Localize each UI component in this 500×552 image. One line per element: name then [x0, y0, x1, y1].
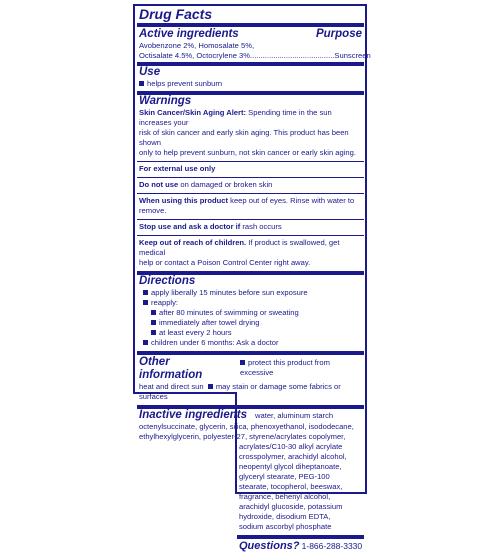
bullet-icon	[143, 340, 148, 345]
inactive-line: neopentyl glycol diheptanoate,	[239, 462, 342, 471]
alert-text-2: risk of skin cancer and early skin aging. This product has been shown	[139, 128, 349, 147]
alert-text-3: only to help prevent sunburn, not skin cancer or early skin aging.	[139, 148, 356, 157]
direction-text: reapply:	[151, 298, 179, 307]
other-text: may stain or damage some fabrics or surfaces	[139, 382, 341, 401]
skin-cancer-alert	[139, 108, 362, 158]
stop-use-label: Stop use and ask a doctor if	[139, 222, 241, 231]
direction-item	[139, 298, 364, 308]
do-not-use-label: Do not use	[139, 180, 179, 189]
direction-subitem	[139, 328, 364, 338]
inactive-line: fragrance, behenyl alcohol,	[239, 492, 331, 501]
purpose-heading: Purpose	[315, 28, 362, 40]
use-heading: Use	[139, 66, 161, 78]
keep-text-2: help or contact a Poison Control Center right away.	[139, 258, 311, 267]
bullet-icon	[208, 384, 213, 389]
bullet-icon	[240, 360, 245, 365]
stop-use	[139, 222, 364, 232]
when-using	[139, 196, 364, 216]
keep-text-1: If product is swallowed, get medical	[139, 238, 340, 257]
directions-heading: Directions	[139, 275, 196, 287]
bullet-icon	[143, 300, 148, 305]
purpose-value: Sunscreen	[334, 51, 371, 60]
inactive-line: glyceryl stearate, PEG-100	[239, 472, 330, 481]
inactive-line: hydroxide, disodium EDTA,	[239, 512, 331, 521]
external-use: For external use only	[139, 164, 216, 173]
bullet-icon	[143, 290, 148, 295]
other-text: heat and direct sun	[139, 382, 204, 391]
divider	[137, 161, 364, 162]
bullet-icon	[139, 81, 144, 86]
do-not-use-text: on damaged or broken skin	[180, 180, 273, 189]
drug-facts-title: Drug Facts	[139, 6, 213, 22]
active-ingredients-header	[139, 28, 362, 41]
alert-label: Skin Cancer/Skin Aging Alert:	[139, 108, 247, 117]
inactive-line: stearate, tocopherol, beeswax,	[239, 482, 343, 491]
inactive-line: water, aluminum starch	[255, 411, 334, 420]
divider	[137, 235, 364, 236]
direction-text: immediately after towel drying	[159, 318, 260, 327]
use-item-text: helps prevent sunburn	[147, 79, 223, 88]
direction-item	[139, 338, 364, 348]
other-text: protect this product from excessive	[240, 358, 330, 377]
direction-text: at least every 2 hours	[159, 328, 232, 337]
alert-text-1: Spending time in the sun increases your	[139, 108, 332, 127]
bullet-icon	[151, 320, 156, 325]
inactive-line: octenylsuccinate, glycerin, silica, phenoxyethanol, isododecane,	[139, 422, 354, 431]
active-line-2	[139, 51, 371, 61]
active-ingredients-heading: Active ingredients	[139, 28, 239, 40]
divider	[137, 177, 364, 178]
warnings-heading: Warnings	[139, 95, 192, 107]
direction-subitem	[139, 308, 364, 318]
stop-use-text: rash occurs	[242, 222, 282, 231]
divider	[137, 23, 364, 27]
active-ingredient-text: Octisalate 4.5%, Octocrylene 3%	[139, 51, 251, 60]
other-item-1b	[139, 382, 364, 402]
divider	[137, 351, 364, 355]
inactive-line: sodium ascorbyl phosphate	[239, 522, 332, 531]
other-information-heading: Other information	[139, 356, 203, 381]
inactive-ingredients-heading: Inactive ingredients	[139, 409, 248, 421]
questions-label: Questions?	[239, 540, 300, 552]
other-item-1a	[240, 358, 364, 378]
drug-facts-label	[137, 6, 371, 552]
keep-out-of-reach	[139, 238, 362, 268]
use-item	[139, 79, 364, 89]
divider	[137, 193, 364, 194]
when-using-text: keep out of eyes. Rinse with water to remove.	[139, 196, 355, 215]
divider	[237, 535, 364, 539]
keep-label: Keep out of reach of children.	[139, 238, 247, 247]
direction-subitem	[139, 318, 364, 328]
direction-text: apply liberally 15 minutes before sun exposure	[151, 288, 308, 297]
inactive-line: ethylhexylglycerin, polyester-27, styrene/acrylates copolymer,	[139, 432, 346, 441]
inactive-line: acrylates/C10-30 alkyl acrylate	[239, 442, 343, 451]
when-using-label: When using this product	[139, 196, 229, 205]
active-line-1: Avobenzone 2%, Homosalate 5%,	[139, 41, 255, 50]
inactive-ingredients	[137, 409, 364, 532]
questions-line	[239, 541, 364, 552]
inactive-line: arachidyl glucoside, potassium	[239, 502, 343, 511]
other-information	[139, 356, 364, 402]
direction-item	[139, 288, 364, 298]
bullet-icon	[151, 330, 156, 335]
divider	[137, 219, 364, 220]
inactive-line: crosspolymer, arachidyl alcohol,	[239, 452, 347, 461]
do-not-use	[139, 180, 364, 190]
questions-phone: 1-866-288-3330	[301, 541, 363, 551]
direction-text: after 80 minutes of swimming or sweating	[159, 308, 299, 317]
direction-text: children under 6 months: Ask a doctor	[151, 338, 279, 347]
bullet-icon	[151, 310, 156, 315]
leader-dots: ........................................	[250, 51, 335, 60]
